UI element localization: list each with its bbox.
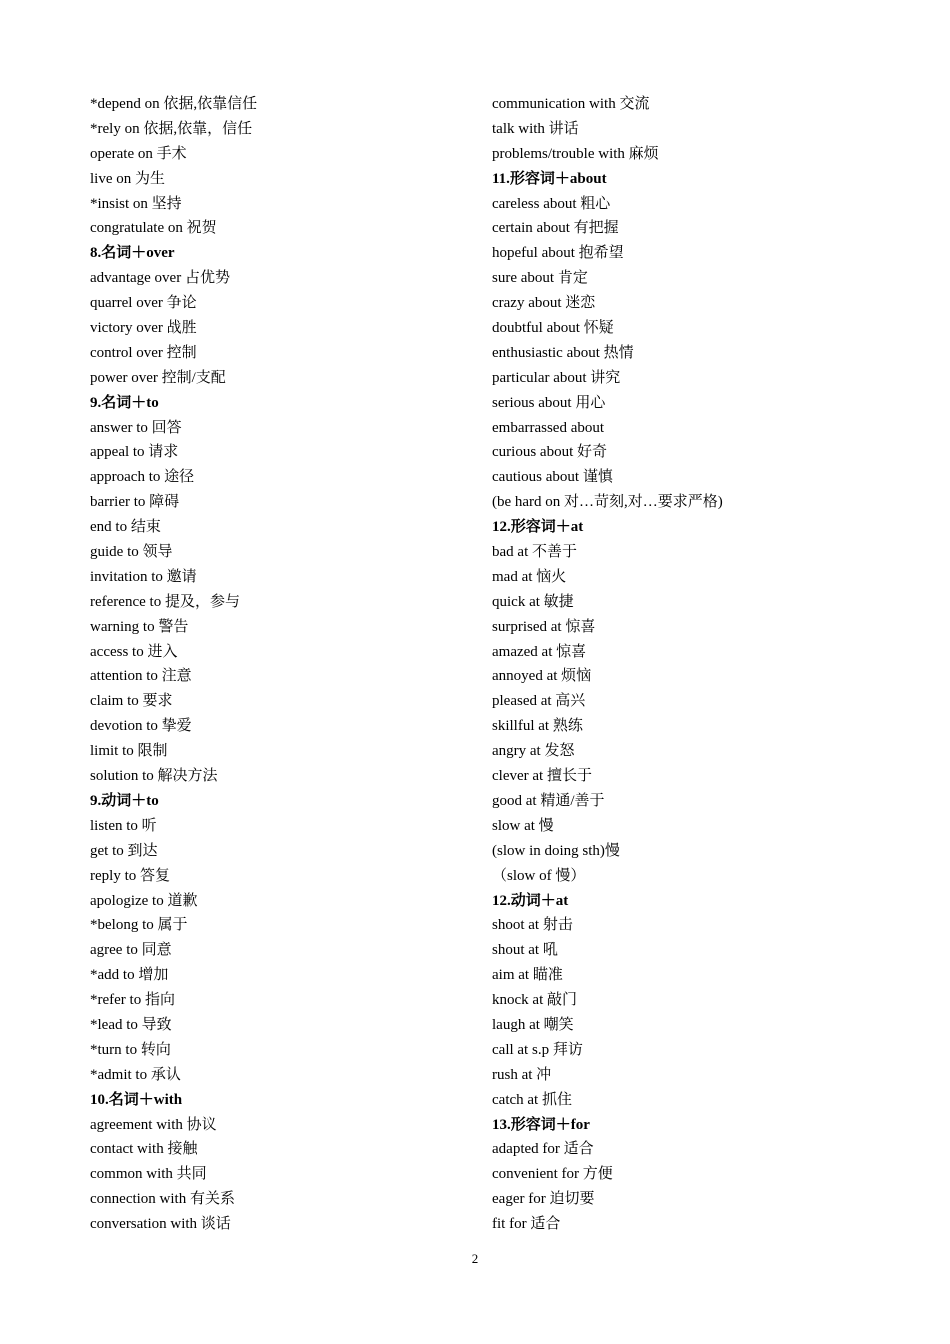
vocab-entry: *insist on 坚持 <box>90 195 182 212</box>
vocab-entry: end to 结束 <box>90 519 161 536</box>
vocab-entry: limit to 限制 <box>90 743 168 760</box>
vocab-entry: slow at 慢 <box>492 817 554 834</box>
vocab-entry: solution to 解决方法 <box>90 768 218 785</box>
vocab-entry: (slow in doing sth)慢 <box>492 842 620 859</box>
vocab-entry: devotion to 挚爱 <box>90 718 192 735</box>
vocab-entry: reply to 答复 <box>90 867 170 884</box>
vocab-entry: *add to 增加 <box>90 967 169 984</box>
vocab-entry: fit for 适合 <box>492 1216 561 1233</box>
vocab-entry: catch at 抓住 <box>492 1091 572 1108</box>
vocab-entry: clever at 擅长于 <box>492 768 592 785</box>
vocab-entry: knock at 敲门 <box>492 992 577 1009</box>
section-heading: 9.名词＋to <box>90 394 159 411</box>
vocab-entry: eager for 迫切要 <box>492 1191 595 1208</box>
vocab-entry: apologize to 道歉 <box>90 892 198 909</box>
vocab-entry: particular about 讲究 <box>492 369 621 386</box>
vocab-entry: mad at 恼火 <box>492 568 567 585</box>
vocab-entry: approach to 途径 <box>90 469 195 486</box>
vocab-entry: agree to 同意 <box>90 942 172 959</box>
page-number: 2 <box>471 1251 479 1266</box>
vocab-entry: invitation to 邀请 <box>90 568 197 585</box>
vocab-entry: angry at 发怒 <box>492 743 575 760</box>
vocab-entry: laugh at 嘲笑 <box>492 1016 574 1033</box>
vocab-entry: embarrassed about <box>492 419 605 436</box>
vocab-entry: connection with 有关系 <box>90 1191 235 1208</box>
section-heading: 11.形容词＋about <box>492 170 607 187</box>
vocab-entry: enthusiastic about 热情 <box>492 344 634 361</box>
vocab-entry: shoot at 射击 <box>492 917 573 934</box>
vocab-entry: *belong to 属于 <box>90 917 188 934</box>
vocab-entry: contact with 接触 <box>90 1141 198 1158</box>
vocab-entry: rush at 冲 <box>492 1066 552 1083</box>
vocab-entry: control over 控制 <box>90 344 197 361</box>
vocab-entry: problems/trouble with 麻烦 <box>492 145 659 162</box>
vocab-entry: surprised at 惊喜 <box>492 618 596 635</box>
vocab-entry: aim at 瞄准 <box>492 967 563 984</box>
section-heading: 12.动词＋at <box>492 892 569 909</box>
vocab-entry: answer to 回答 <box>90 419 182 436</box>
vocab-entry: access to 进入 <box>90 643 178 660</box>
vocab-entry: shout at 吼 <box>492 942 558 959</box>
section-heading: 9.动词＋to <box>90 792 159 809</box>
vocab-entry: amazed at 惊喜 <box>492 643 587 660</box>
vocab-entry: *rely on 依据,依靠，信任 <box>90 120 253 137</box>
vocab-entry: talk with 讲话 <box>492 120 579 137</box>
vocab-entry: congratulate on 祝贺 <box>90 220 217 237</box>
vocab-entry: victory over 战胜 <box>90 320 197 337</box>
vocab-entry: certain about 有把握 <box>492 220 619 237</box>
vocab-entry: （slow of 慢） <box>492 867 586 884</box>
section-heading: 12.形容词＋at <box>492 519 584 536</box>
vocab-entry: barrier to 障碍 <box>90 494 180 511</box>
vocab-entry: get to 到达 <box>90 842 158 859</box>
vocab-entry: skillful at 熟练 <box>492 718 583 735</box>
vocab-entry: doubtful about 怀疑 <box>492 320 614 337</box>
vocab-entry: guide to 领导 <box>90 544 173 561</box>
vocab-entry: listen to 听 <box>90 817 157 834</box>
vocab-entry: crazy about 迷恋 <box>492 295 596 312</box>
vocab-entry: common with 共同 <box>90 1166 207 1183</box>
vocab-entry: *lead to 导致 <box>90 1016 172 1033</box>
vocab-entry: call at s.p 拜访 <box>492 1041 583 1058</box>
vocab-entry: convenient for 方便 <box>492 1166 613 1183</box>
vocab-entry: power over 控制/支配 <box>90 369 226 386</box>
vocab-entry: live on 为生 <box>90 170 165 187</box>
vocab-entry: warning to 警告 <box>90 618 189 635</box>
vocab-entry: (be hard on 对…苛刻,对…要求严格) <box>492 494 723 511</box>
section-heading: 13.形容词＋for <box>492 1116 590 1133</box>
vocab-entry: conversation with 谈话 <box>90 1216 231 1233</box>
vocab-entry: operate on 手术 <box>90 145 187 162</box>
vocab-entry: curious about 好奇 <box>492 444 607 461</box>
vocab-entry: bad at 不善于 <box>492 544 577 561</box>
vocab-entry: advantage over 占优势 <box>90 270 230 287</box>
vocab-entry: good at 精通/善于 <box>492 792 605 809</box>
left-column <box>90 92 480 1237</box>
vocab-entry: communication with 交流 <box>492 96 650 112</box>
vocab-entry: cautious about 谨慎 <box>492 469 613 486</box>
vocab-entry: adapted for 适合 <box>492 1141 594 1158</box>
vocab-entry: *depend on 依据,依靠信任 <box>90 96 258 112</box>
vocab-entry: *admit to 承认 <box>90 1066 181 1083</box>
vocab-entry: sure about 肯定 <box>492 270 588 287</box>
section-heading: 10.名词＋with <box>90 1091 183 1108</box>
vocab-entry: pleased at 高兴 <box>492 693 586 710</box>
vocab-entry: appeal to 请求 <box>90 444 179 461</box>
vocab-entry: annoyed at 烦恼 <box>492 668 592 685</box>
vocab-entry: hopeful about 抱希望 <box>492 245 624 262</box>
vocab-entry: careless about 粗心 <box>492 195 611 212</box>
vocab-entry: attention to 注意 <box>90 668 192 685</box>
vocab-entry: agreement with 协议 <box>90 1116 217 1133</box>
vocab-entry: quarrel over 争论 <box>90 295 197 312</box>
vocab-entry: serious about 用心 <box>492 394 606 411</box>
vocab-entry: *turn to 转向 <box>90 1041 171 1058</box>
section-heading: 8.名词＋over <box>90 245 175 262</box>
vocab-entry: reference to 提及，参与 <box>90 593 240 610</box>
right-column <box>492 92 922 1237</box>
vocab-entry: quick at 敏捷 <box>492 593 574 610</box>
vocab-entry: claim to 要求 <box>90 693 173 710</box>
vocab-entry: *refer to 指向 <box>90 992 175 1009</box>
